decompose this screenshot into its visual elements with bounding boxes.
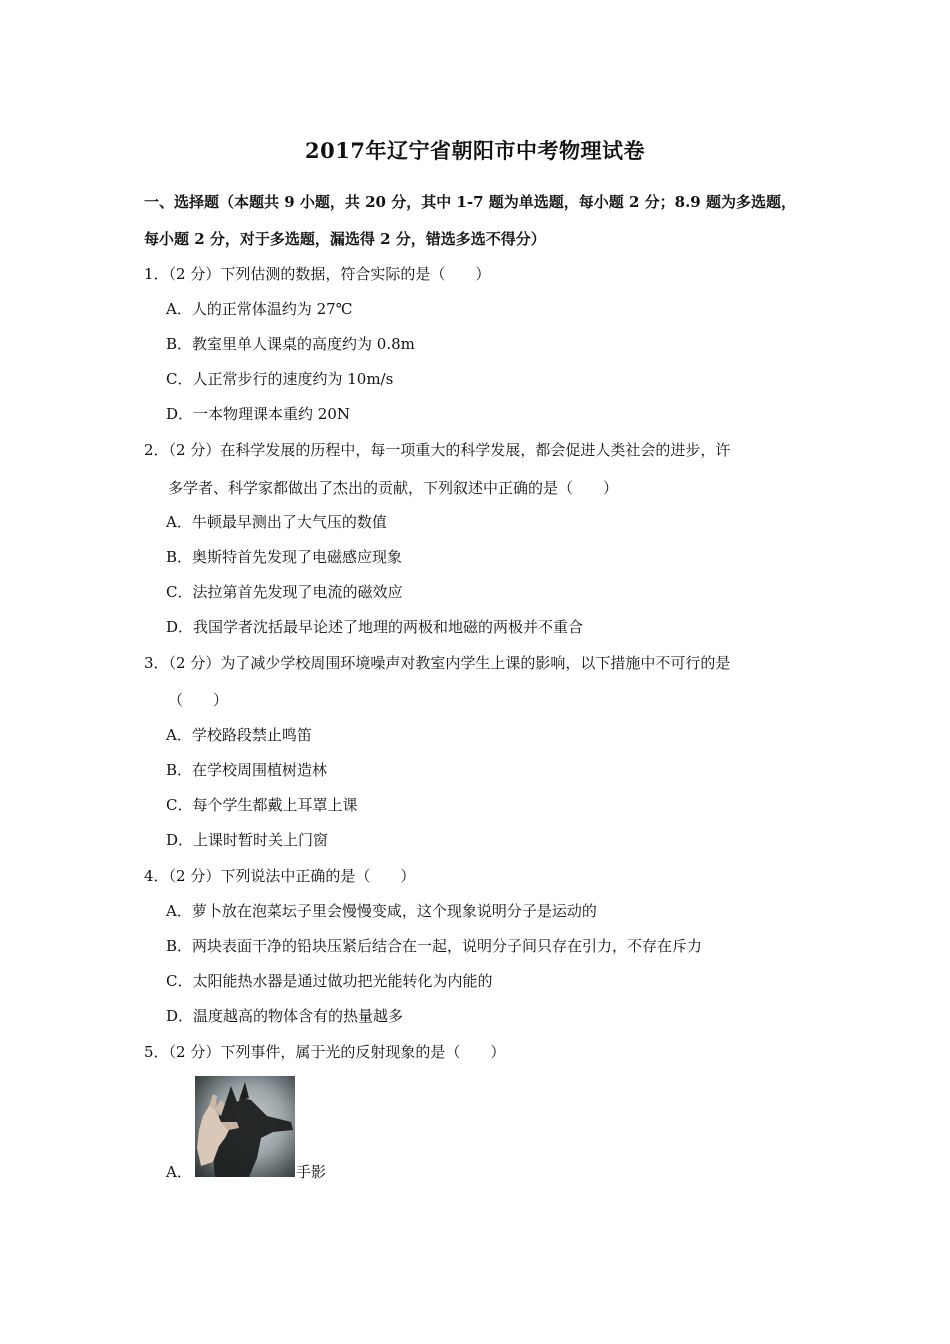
option-c: C．法拉第首先发现了电流的磁效应 <box>166 583 403 601</box>
option-b: B．奥斯特首先发现了电磁感应现象 <box>166 548 403 566</box>
option-d: D．我国学者沈括最早论述了地理的两极和地磁的两极并不重合 <box>166 618 584 636</box>
section-heading-line-1: 一、选择题（本题共 9 小题，共 20 分，其中 1-7 题为单选题，每小题 2 分；8.9 题为多选题， <box>144 193 796 211</box>
question-stem: 2．（2 分）在科学发展的历程中，每一项重大的科学发展，都会促进人类社会的进步，许 <box>144 441 731 459</box>
option-c: C．人正常步行的速度约为 10m/s <box>166 370 394 388</box>
option-b: B．两块表面干净的铅块压紧后结合在一起，说明分子间只存在引力，不存在斥力 <box>166 937 703 955</box>
option-d: D．一本物理课本重约 20N <box>166 405 351 423</box>
option-b: B．在学校周围植树造林 <box>166 761 328 779</box>
question-stem-continued: 多学者、科学家都做出了杰出的贡献，下列叙述中正确的是（ ） <box>168 479 619 497</box>
image-option-letter: A． <box>166 1163 192 1181</box>
question-stem: 1．（2 分）下列估测的数据，符合实际的是（ ） <box>144 265 491 283</box>
option-d: D．上课时暂时关上门窗 <box>166 831 329 849</box>
image-option-caption: 手影 <box>296 1163 327 1181</box>
hand-shadow-image <box>195 1076 295 1177</box>
section-heading-line-2: 每小题 2 分，对于多选题，漏选得 2 分，错选多选不得分） <box>144 230 546 248</box>
option-c: C．太阳能热水器是通过做功把光能转化为内能的 <box>166 972 493 990</box>
option-a: A．学校路段禁止鸣笛 <box>166 726 312 744</box>
option-d: D．温度越高的物体含有的热量越多 <box>166 1007 404 1025</box>
option-a: A．牛顿最早测出了大气压的数值 <box>166 513 387 531</box>
hand-shadow-picture <box>195 1076 295 1177</box>
option-b: B．教室里单人课桌的高度约为 0.8m <box>166 335 415 353</box>
question-stem-continued: （ ） <box>168 691 229 709</box>
exam-title: 2017年辽宁省朝阳市中考物理试卷 <box>305 138 645 163</box>
option-a: A．人的正常体温约为 27℃ <box>166 300 353 318</box>
option-a: A．萝卜放在泡菜坛子里会慢慢变咸，这个现象说明分子是运动的 <box>166 902 597 920</box>
question-stem: 5．（2 分）下列事件，属于光的反射现象的是（ ） <box>144 1043 506 1061</box>
question-stem: 3．（2 分）为了减少学校周围环境噪声对教室内学生上课的影响，以下措施中不可行的是 <box>144 654 731 672</box>
question-stem: 4．（2 分）下列说法中正确的是（ ） <box>144 867 416 885</box>
option-c: C．每个学生都戴上耳罩上课 <box>166 796 358 814</box>
